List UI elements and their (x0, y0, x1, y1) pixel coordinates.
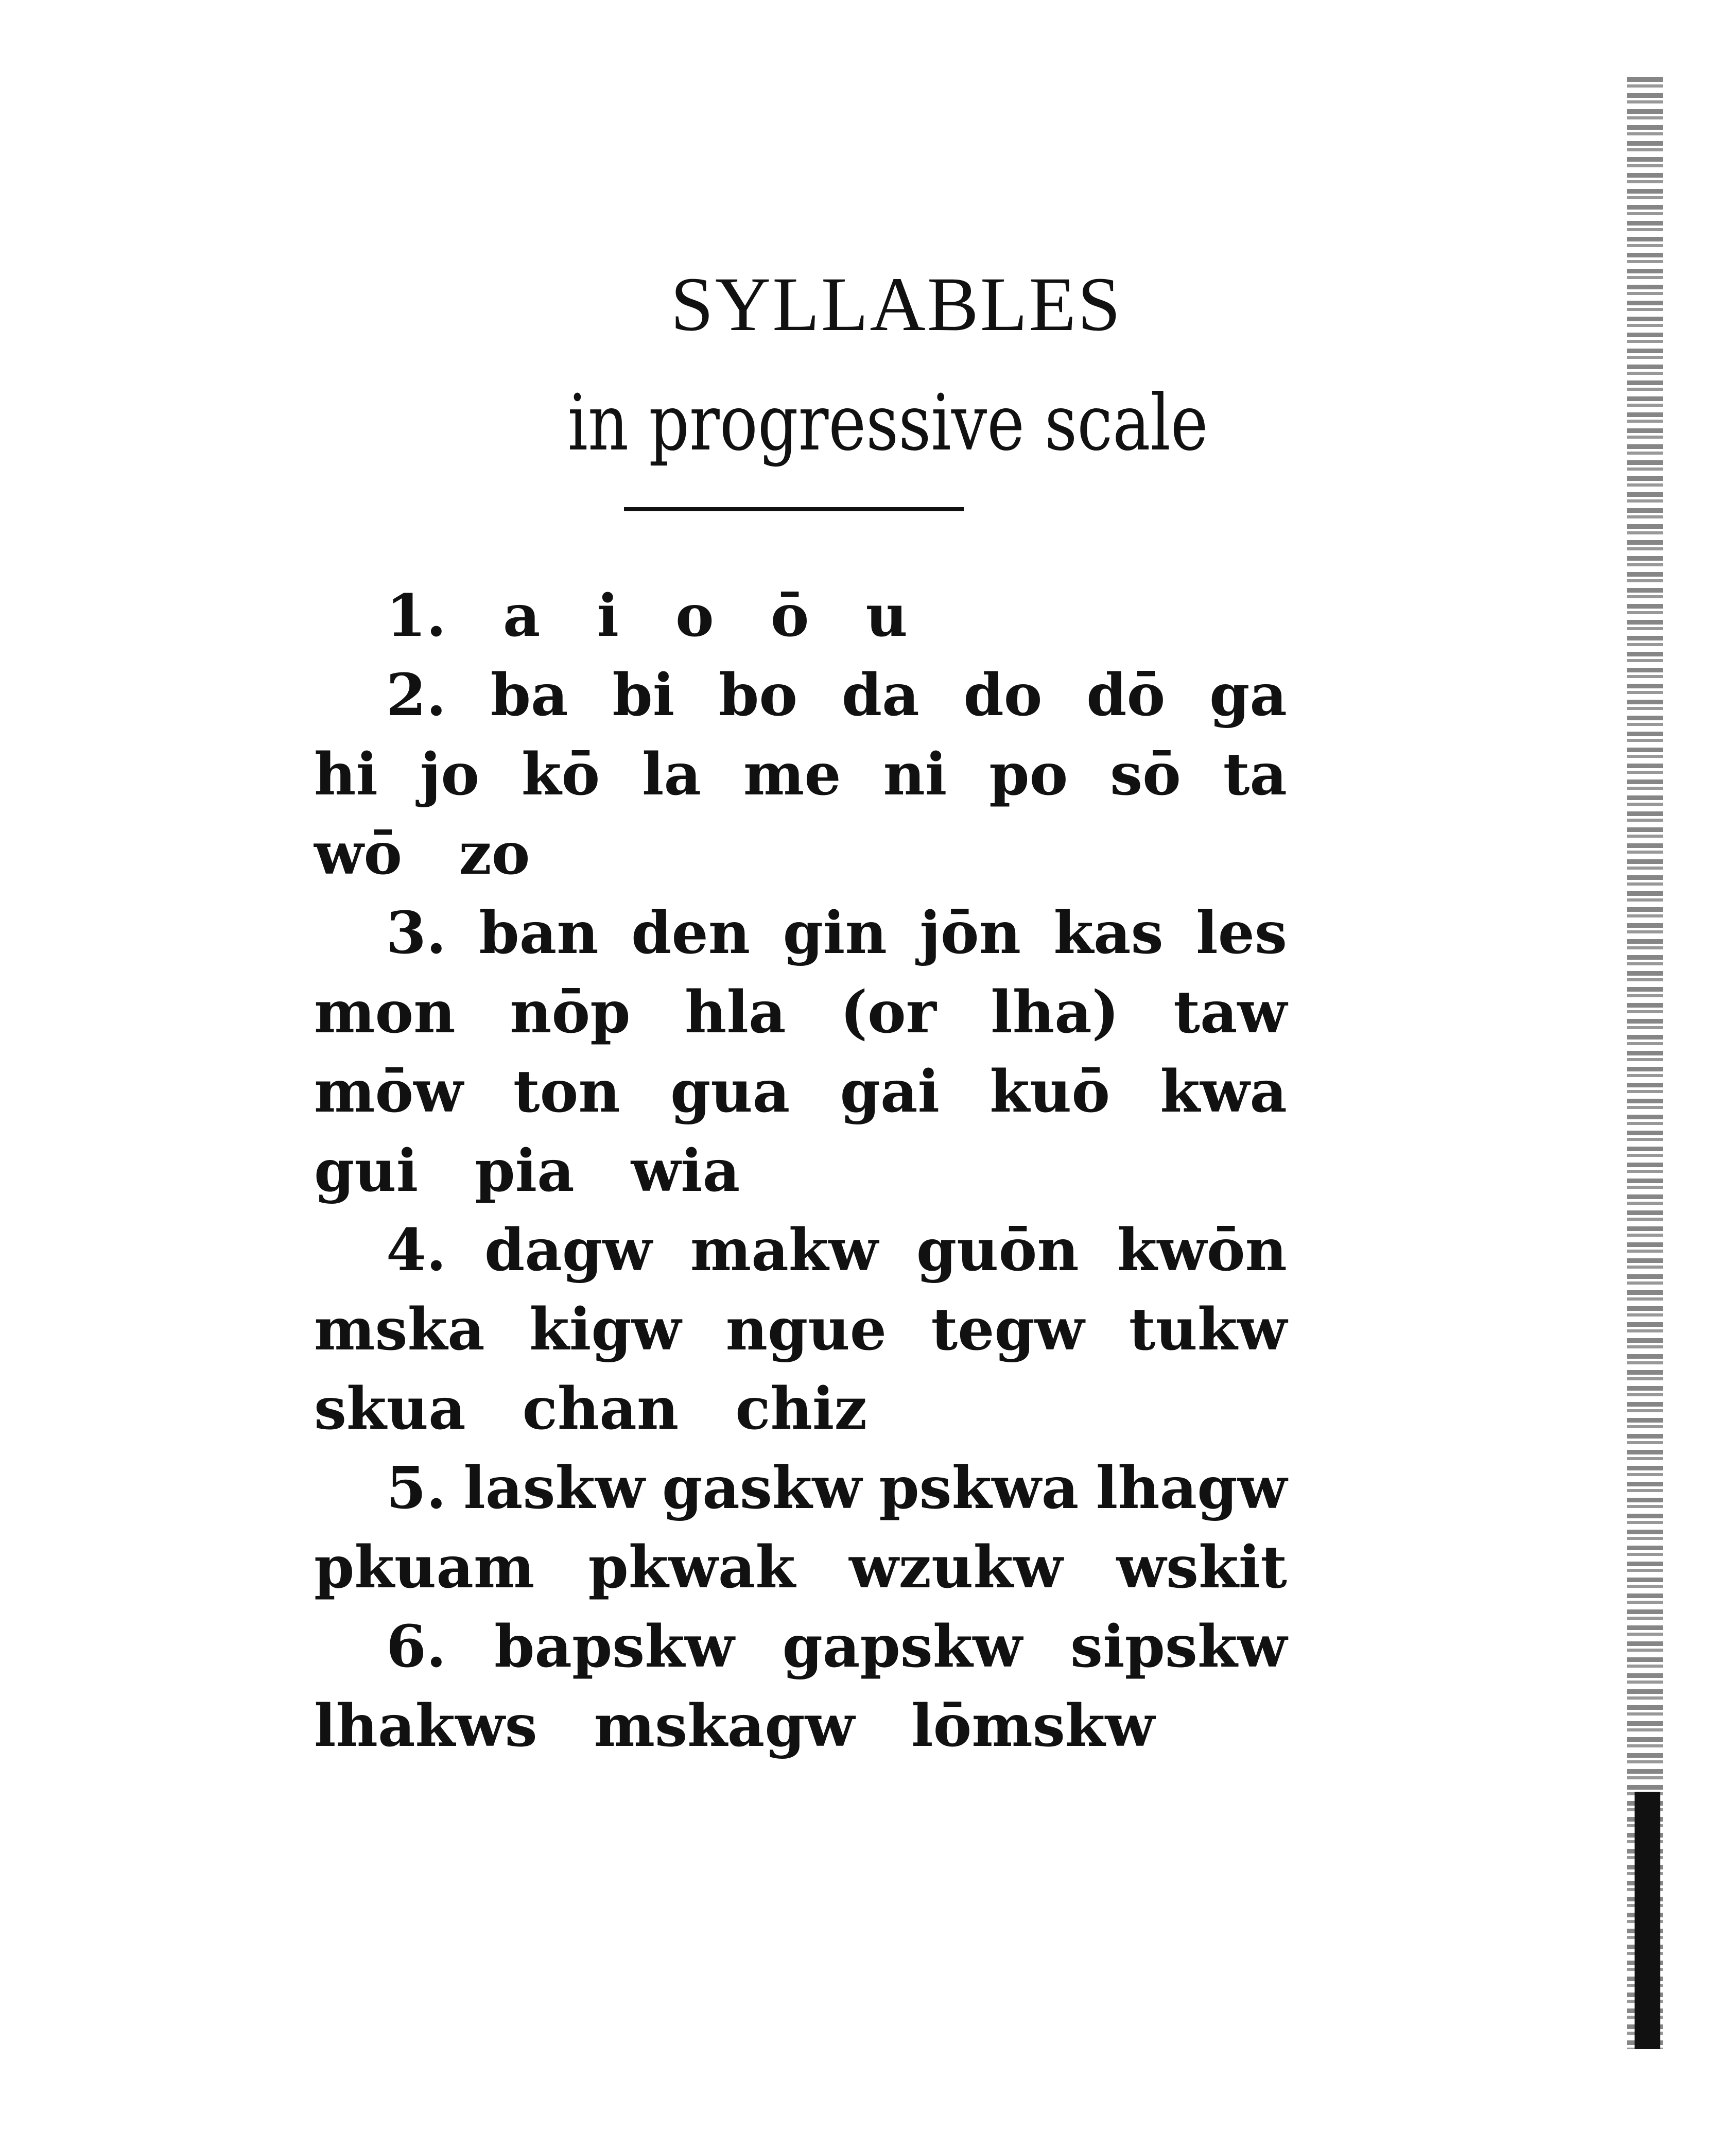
syllable: mskagw (594, 1692, 855, 1760)
syllable: ga (1209, 662, 1287, 729)
syllable: (or (840, 979, 936, 1046)
syllable: ban (479, 899, 599, 967)
syllable: wia (631, 1137, 740, 1205)
syllable: u (865, 582, 908, 650)
syllable: kō (521, 741, 600, 808)
syllable: dō (1086, 662, 1166, 729)
book-spine-edge (1627, 77, 1663, 2049)
syllable: bo (719, 662, 798, 729)
syllable: pkwak (588, 1534, 795, 1601)
syllable-line (314, 1607, 1287, 1687)
syllable-line (314, 1449, 1287, 1528)
syllable: gapskw (782, 1613, 1022, 1681)
syllable: kwōn (1117, 1217, 1287, 1284)
syllable-line (314, 1132, 1287, 1211)
syllable: a (502, 582, 541, 650)
syllable: makw (690, 1217, 878, 1284)
syllable-line (314, 894, 1287, 973)
syllable: sō (1110, 741, 1181, 808)
syllable: gaskw (662, 1454, 862, 1522)
syllable: les (1196, 899, 1287, 967)
syllable: lha) (991, 979, 1119, 1046)
syllable: tegw (931, 1296, 1085, 1363)
syllable: sipskw (1070, 1613, 1287, 1681)
syllable: laskw (463, 1454, 645, 1522)
syllable: tukw (1129, 1296, 1287, 1363)
section-number: 2. (386, 662, 446, 729)
section-number: 1. (386, 582, 446, 650)
syllable-line (314, 1528, 1287, 1607)
syllable: nōp (510, 979, 631, 1046)
syllable-line (314, 1370, 1287, 1449)
syllable: mska (314, 1296, 485, 1363)
syllable: gai (840, 1058, 940, 1125)
page-title: SYLLABLES (670, 262, 1122, 347)
syllable-line (314, 973, 1287, 1052)
syllable: kuō (989, 1058, 1110, 1125)
syllable: pkuam (314, 1534, 535, 1601)
syllable-line (314, 1687, 1287, 1766)
syllable: wzukw (849, 1534, 1063, 1601)
syllable: lhakws (314, 1692, 537, 1760)
syllable: mōw (314, 1058, 463, 1125)
syllable: me (743, 741, 841, 808)
syllable: do (963, 662, 1043, 729)
syllable-line (314, 1052, 1287, 1132)
syllable: jōn (919, 899, 1021, 967)
syllable: kigw (529, 1296, 682, 1363)
page-subtitle: in progressive scale (567, 378, 1208, 468)
title-divider (624, 507, 964, 511)
section-number: 4. (386, 1217, 446, 1284)
syllable: jo (420, 741, 480, 808)
syllable-list (314, 577, 1287, 1766)
syllable-line (314, 735, 1287, 815)
syllable-line (314, 577, 1287, 656)
syllable: dagw (484, 1217, 652, 1284)
syllable: wō (314, 820, 403, 888)
syllable-line (314, 1211, 1287, 1290)
syllable: bapskw (494, 1613, 735, 1681)
syllable: zo (459, 820, 530, 888)
syllable: wskit (1116, 1534, 1287, 1601)
syllable: ō (770, 582, 809, 650)
syllable: gin (783, 899, 887, 967)
syllable: chiz (735, 1375, 867, 1443)
syllable: ngue (725, 1296, 887, 1363)
syllable: den (631, 899, 751, 967)
syllable: kwa (1160, 1058, 1287, 1125)
syllable: la (641, 741, 702, 808)
syllable-line (314, 656, 1287, 735)
syllable: chan (522, 1375, 679, 1443)
section-number: 5. (386, 1454, 446, 1522)
syllable: kas (1053, 899, 1164, 967)
syllable: i (597, 582, 619, 650)
syllable: pia (475, 1137, 575, 1205)
syllable: gua (670, 1058, 790, 1125)
book-spine-shadow (1635, 1792, 1660, 2049)
section-number: 6. (386, 1613, 446, 1681)
syllable: ni (883, 741, 947, 808)
syllable: hi (314, 741, 378, 808)
syllable: lhagw (1096, 1454, 1287, 1522)
section-number: 3. (386, 899, 446, 967)
syllable: da (841, 662, 919, 729)
syllable-line (314, 815, 1287, 894)
syllable: gui (314, 1137, 419, 1205)
syllable: bi (612, 662, 675, 729)
syllable: hla (685, 979, 786, 1046)
syllable: skua (314, 1375, 466, 1443)
syllable: lōmskw (911, 1692, 1155, 1760)
syllable-line (314, 1290, 1287, 1370)
syllable: taw (1173, 979, 1287, 1046)
syllable: ton (513, 1058, 620, 1125)
syllable: mon (314, 979, 456, 1046)
syllable: ba (490, 662, 568, 729)
syllable: pskwa (879, 1454, 1079, 1522)
syllable: guōn (916, 1217, 1079, 1284)
syllable: ta (1223, 741, 1287, 808)
syllable: po (989, 741, 1068, 808)
syllable: o (675, 582, 714, 650)
